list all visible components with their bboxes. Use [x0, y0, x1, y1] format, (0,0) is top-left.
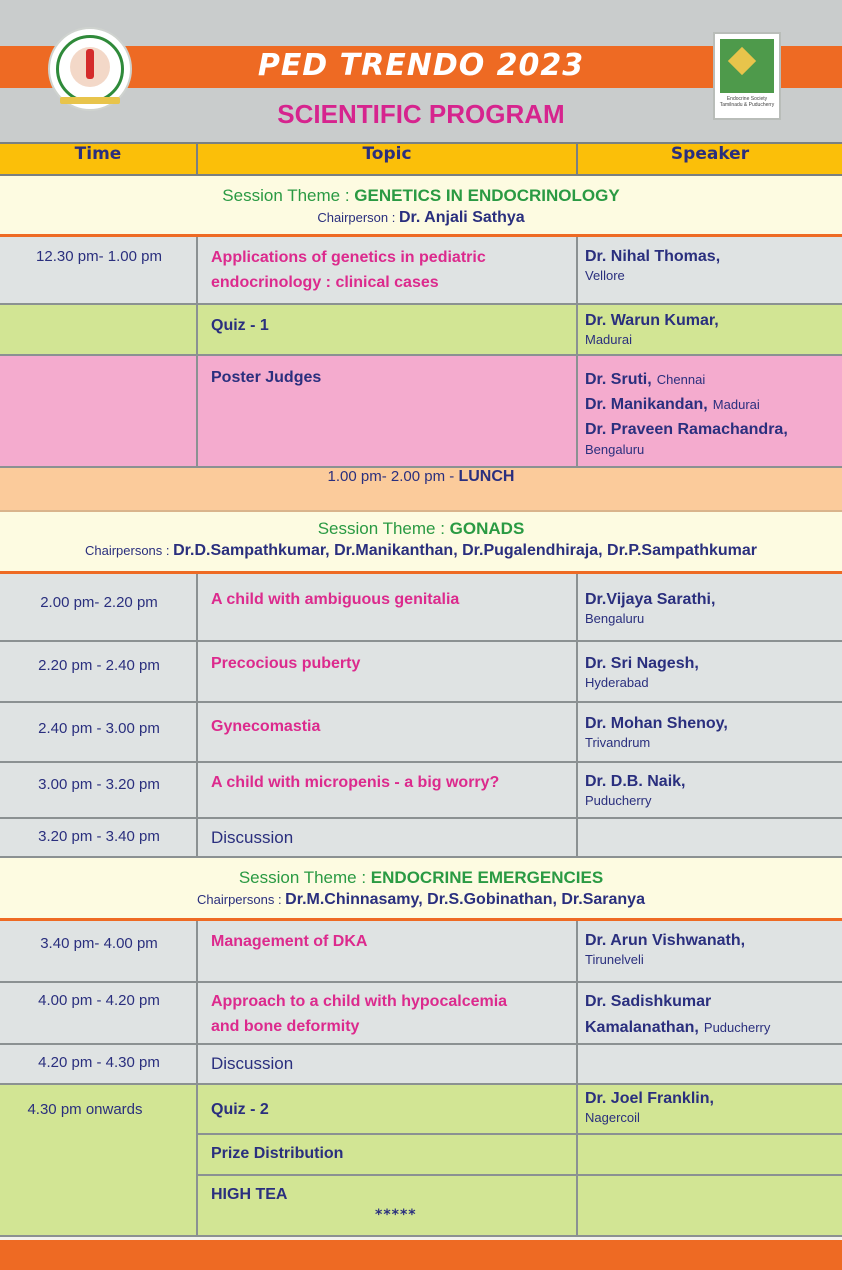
- topic-line: Applications of genetics in pediatric: [211, 249, 486, 266]
- topic-text: [211, 245, 566, 295]
- session-theme-line: [0, 868, 842, 888]
- time-cell: [0, 356, 198, 466]
- seal-figure-icon: [86, 49, 94, 79]
- time-cell: [0, 1045, 198, 1083]
- time-cell: [0, 703, 198, 761]
- speaker: [585, 713, 838, 750]
- speaker-place: Nagercoil: [585, 1110, 640, 1125]
- speaker-cell: [578, 237, 842, 303]
- speaker-place: Bengaluru: [585, 611, 645, 626]
- speaker: [585, 246, 838, 283]
- session-theme-genetics: [0, 176, 842, 237]
- divider: [578, 1133, 842, 1135]
- time-text: 4.20 pm - 4.30 pm: [38, 1054, 160, 1071]
- topic-line: and bone deformity: [211, 1018, 360, 1035]
- speaker-place: Bengaluru: [585, 442, 645, 457]
- lunch-label: LUNCH: [458, 468, 515, 485]
- judge: [585, 366, 838, 391]
- topic-text: Quiz - 2: [211, 1101, 269, 1118]
- time-cell: [0, 763, 198, 817]
- judges-list: [585, 366, 838, 459]
- speaker: [585, 310, 838, 347]
- topic-cell: [198, 356, 578, 466]
- time-cell: [0, 1085, 198, 1235]
- table-row: [0, 763, 842, 819]
- decorative-stars: *****: [375, 1207, 417, 1223]
- speaker: [585, 1088, 838, 1125]
- speaker: [585, 653, 838, 690]
- table-row: [0, 819, 842, 858]
- speaker-name: Dr.Vijaya Sarathi,: [585, 591, 716, 608]
- footer-band: [0, 1240, 842, 1270]
- judge: [585, 391, 838, 416]
- topic-text: Poster Judges: [211, 369, 322, 386]
- topic-text: Discussion: [211, 828, 294, 847]
- table-row: [0, 305, 842, 356]
- divider: [198, 1133, 576, 1135]
- chair-label: Chairpersons :: [84, 543, 174, 558]
- topic-cell: [198, 983, 578, 1043]
- chair-names: Dr. Anjali Sathya: [398, 209, 525, 226]
- speaker: [585, 589, 838, 626]
- time-text: 4.00 pm - 4.20 pm: [38, 992, 160, 1009]
- column-header-speaker-label: Speaker: [670, 144, 750, 164]
- topic-text: Quiz - 1: [211, 317, 269, 334]
- topic-line: Approach to a child with hypocalcemia: [211, 993, 508, 1010]
- session-theme-gonads: [0, 512, 842, 574]
- closing-block: [0, 1085, 842, 1237]
- speaker-name: Dr. Arun Vishwanath,: [585, 932, 746, 949]
- table-row: [0, 237, 842, 305]
- speaker-place: Trivandrum: [585, 735, 651, 750]
- speaker-name: Dr. D.B. Naik,: [585, 773, 686, 790]
- time-text: 2.00 pm- 2.20 pm: [40, 594, 158, 611]
- lunch-break: [0, 468, 842, 512]
- speaker-place: Puducherry: [703, 1020, 771, 1035]
- speaker-line: [585, 1014, 838, 1039]
- speaker-place: Tirunelveli: [585, 952, 644, 967]
- speaker-cell: [578, 1045, 842, 1083]
- table-row: [0, 356, 842, 468]
- event-title: PED TRENDO 2023: [257, 48, 585, 83]
- time-text: 3.00 pm - 3.20 pm: [38, 776, 160, 793]
- speaker-cell: [578, 642, 842, 701]
- topic-text: Discussion: [211, 1054, 294, 1073]
- time-text: 3.20 pm - 3.40 pm: [38, 828, 160, 845]
- endocrine-society-logo: [713, 32, 781, 120]
- speaker-place: Madurai: [712, 397, 760, 412]
- topic-text: Precocious puberty: [211, 655, 361, 672]
- column-header-speaker: [578, 142, 842, 176]
- chair-label: Chairpersons :: [197, 892, 286, 907]
- seal-caption-band: [60, 97, 120, 104]
- topic-cell: [198, 819, 578, 856]
- session-theme-line: [0, 186, 842, 206]
- session-theme-name: GONADS: [449, 519, 525, 538]
- society-caption: Endocrine Society Tamilnadu & Puducherry: [719, 96, 775, 108]
- speaker-place: Madurai: [585, 332, 632, 347]
- session-chair-line: [0, 542, 842, 560]
- time-cell: [0, 574, 198, 640]
- chair-label: Chairperson :: [317, 210, 399, 225]
- speaker-place: Hyderabad: [585, 675, 649, 690]
- table-row: [0, 703, 842, 763]
- time-cell: [0, 237, 198, 303]
- speaker-cell: [578, 763, 842, 817]
- topic-cell: [198, 574, 578, 640]
- topic-text: Gynecomastia: [211, 718, 321, 735]
- speaker-place: Puducherry: [585, 793, 652, 808]
- speaker-name: Dr. Mohan Shenoy,: [585, 715, 728, 732]
- session-chair-line: [0, 209, 842, 227]
- table-row: [0, 642, 842, 703]
- speaker: [585, 989, 838, 1039]
- iap-chapter-seal-logo: [48, 27, 132, 111]
- topic-cell: [198, 305, 578, 354]
- topic-text: [211, 989, 566, 1039]
- time-cell: [0, 983, 198, 1043]
- divider: [198, 1174, 576, 1176]
- session-theme-name: GENETICS IN ENDOCRINOLOGY: [354, 186, 620, 205]
- topic-cell: [198, 237, 578, 303]
- topic-text: HIGH TEA: [211, 1186, 288, 1203]
- session-theme-line: [0, 519, 842, 539]
- speaker-name: Dr. Sadishkumar: [585, 993, 712, 1010]
- topic-text: Prize Distribution: [211, 1145, 344, 1162]
- column-header-topic-label: Topic: [362, 144, 412, 164]
- topic-cell: [198, 642, 578, 701]
- session-theme-label: Session Theme :: [222, 186, 355, 205]
- time-text: 3.40 pm- 4.00 pm: [40, 935, 158, 952]
- session-theme-label: Session Theme :: [238, 868, 371, 887]
- topic-text: Management of DKA: [211, 933, 368, 950]
- topic-line: endocrinology : clinical cases: [211, 274, 439, 291]
- topic-cell: [198, 703, 578, 761]
- time-text: 2.20 pm - 2.40 pm: [38, 657, 160, 674]
- session-chair-line: [0, 891, 842, 909]
- topic-cell: [198, 763, 578, 817]
- table-row: [0, 1045, 842, 1085]
- topic-cell: [198, 1045, 578, 1083]
- column-header-topic: [198, 142, 578, 176]
- time-cell: [0, 642, 198, 701]
- topic-text: A child with ambiguous genitalia: [211, 591, 460, 608]
- column-header-time-label: Time: [74, 144, 122, 164]
- speaker-name: Dr. Nihal Thomas,: [585, 248, 721, 265]
- judge: [585, 416, 838, 441]
- speaker-cell: [578, 983, 842, 1043]
- speaker-name: Dr. Praveen Ramachandra,: [585, 421, 788, 438]
- speaker-name: Dr. Joel Franklin,: [585, 1090, 714, 1107]
- time-text: 4.30 pm onwards: [27, 1101, 143, 1118]
- time-cell: [0, 305, 198, 354]
- table-row: [0, 921, 842, 983]
- lunch-time: 1.00 pm- 2.00 pm -: [327, 468, 459, 485]
- chair-names: Dr.M.Chinnasamy, Dr.S.Gobinathan, Dr.Saranya: [285, 891, 645, 908]
- topic-cell: [198, 921, 578, 981]
- speaker-cell: [578, 574, 842, 640]
- time-cell: [0, 819, 198, 856]
- table-row: [0, 983, 842, 1045]
- speaker-name: Kamalanathan,: [585, 1019, 699, 1036]
- speaker: [585, 930, 838, 967]
- table-row: [0, 574, 842, 642]
- program-title: SCIENTIFIC PROGRAM: [277, 99, 565, 129]
- speaker-cell: [578, 703, 842, 761]
- speaker-cell: [578, 1085, 842, 1235]
- chair-names: Dr.D.Sampathkumar, Dr.Manikanthan, Dr.Pugalendhiraja, Dr.P.Sampathkumar: [173, 542, 758, 559]
- divider: [578, 1174, 842, 1176]
- time-cell: [0, 921, 198, 981]
- time-text: 12.30 pm- 1.00 pm: [36, 248, 162, 265]
- speaker: [585, 771, 838, 808]
- column-header-time: [0, 142, 198, 176]
- session-theme-name: ENDOCRINE EMERGENCIES: [370, 868, 604, 887]
- speaker-name: Dr. Sruti,: [585, 371, 652, 388]
- session-theme-endocrine-emergencies: [0, 858, 842, 921]
- speaker-name: Dr. Sri Nagesh,: [585, 655, 699, 672]
- session-theme-label: Session Theme :: [317, 519, 450, 538]
- speaker-cell: [578, 305, 842, 354]
- time-text: 2.40 pm - 3.00 pm: [38, 720, 160, 737]
- speaker-cell: [578, 921, 842, 981]
- speaker-place: Vellore: [585, 268, 625, 283]
- speaker-name: Dr. Warun Kumar,: [585, 312, 719, 329]
- speaker-place: Chennai: [656, 372, 706, 387]
- speaker-cell: [578, 819, 842, 856]
- speaker-cell: [578, 356, 842, 466]
- speaker-name: Dr. Manikandan,: [585, 396, 708, 413]
- topic-text: A child with micropenis - a big worry?: [211, 774, 500, 791]
